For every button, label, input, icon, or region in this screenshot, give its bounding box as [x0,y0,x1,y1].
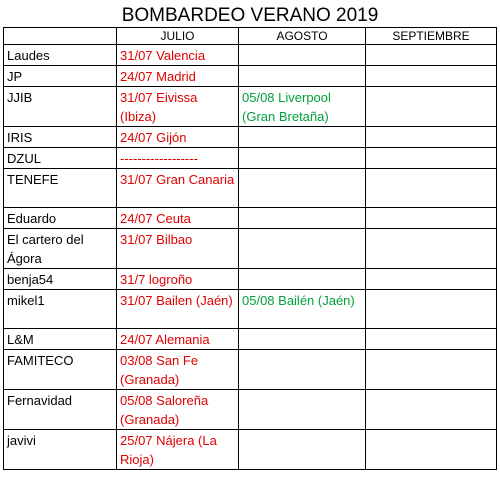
septiembre-cell[interactable] [366,87,497,127]
table-row [4,350,497,390]
julio-cell[interactable] [117,87,239,127]
agosto-entry: 05/08 Bailén (Jaén) [242,293,355,308]
table-row [4,329,497,350]
septiembre-cell[interactable] [366,430,497,470]
septiembre-cell[interactable] [366,350,497,390]
header-row [4,28,497,45]
julio-entry: 31/07 Valencia [120,48,206,63]
agosto-entry: 05/08 Liverpool (Gran Bretaña) [242,90,331,124]
header-cell-name[interactable] [4,28,117,45]
name-cell[interactable]: JP [4,66,117,87]
name-cell[interactable]: DZUL [4,148,117,169]
agosto-cell[interactable] [239,45,366,66]
julio-entry: 24/07 Madrid [120,69,196,84]
name-cell[interactable]: El cartero del Ágora [4,229,117,269]
julio-entry: 31/7 logroño [120,272,193,287]
julio-cell[interactable] [117,148,239,169]
julio-entry: 31/07 Gran Canaria [120,172,235,187]
septiembre-cell[interactable] [366,127,497,148]
julio-entry: 05/08 Saloreña (Granada) [120,393,209,427]
septiembre-cell[interactable] [366,329,497,350]
agosto-cell[interactable] [239,148,366,169]
header-cell-septiembre[interactable]: SEPTIEMBRE [366,28,497,45]
table-row [4,229,497,269]
agosto-cell[interactable] [239,169,366,208]
julio-entry: 25/07 Nájera (La Rioja) [120,433,217,467]
julio-cell[interactable] [117,208,239,229]
julio-cell[interactable] [117,269,239,290]
septiembre-cell[interactable] [366,269,497,290]
julio-entry: 31/07 Bailen (Jaén) [120,293,233,308]
septiembre-cell[interactable] [366,148,497,169]
septiembre-cell[interactable] [366,229,497,269]
agosto-cell[interactable] [239,229,366,269]
table-row [4,66,497,87]
name-cell[interactable]: Fernavidad [4,390,117,430]
julio-cell[interactable] [117,390,239,430]
julio-cell[interactable] [117,127,239,148]
julio-entry: 03/08 San Fe (Granada) [120,353,199,387]
julio-entry: 24/07 Ceuta [120,211,191,226]
name-cell[interactable]: L&M [4,329,117,350]
table-row [4,390,497,430]
julio-cell[interactable] [117,229,239,269]
table-row [4,208,497,229]
table-row [4,169,497,208]
agosto-cell[interactable] [239,390,366,430]
julio-cell[interactable] [117,45,239,66]
header-cell-julio[interactable]: JULIO [117,28,239,45]
table-row [4,269,497,290]
table-row [4,290,497,329]
agosto-cell[interactable] [239,127,366,148]
table-row [4,127,497,148]
julio-entry: 31/07 Bilbao [120,232,193,247]
name-cell[interactable]: IRIS [4,127,117,148]
julio-cell[interactable] [117,169,239,208]
schedule-table [3,5,497,470]
agosto-cell[interactable] [239,290,366,329]
julio-cell[interactable] [117,329,239,350]
agosto-cell[interactable] [239,208,366,229]
septiembre-cell[interactable] [366,169,497,208]
name-cell[interactable]: JJIB [4,87,117,127]
agosto-cell[interactable] [239,66,366,87]
name-cell[interactable]: Laudes [4,45,117,66]
septiembre-cell[interactable] [366,290,497,329]
name-cell[interactable]: javivi [4,430,117,470]
julio-entry: 24/07 Alemania [120,332,210,347]
table-row [4,430,497,470]
name-cell[interactable]: mikel1 [4,290,117,329]
julio-cell[interactable] [117,290,239,329]
agosto-cell[interactable] [239,87,366,127]
julio-entry: ------------------ [120,151,198,166]
table-title: BOMBARDEO VERANO 2019 [4,5,497,28]
name-cell[interactable]: benja54 [4,269,117,290]
name-cell[interactable]: TENEFE [4,169,117,208]
name-cell[interactable]: FAMITECO [4,350,117,390]
septiembre-cell[interactable] [366,66,497,87]
header-cell-agosto[interactable]: AGOSTO [239,28,366,45]
julio-cell[interactable] [117,66,239,87]
table-row [4,45,497,66]
julio-entry: 24/07 Gijón [120,130,187,145]
septiembre-cell[interactable] [366,208,497,229]
julio-cell[interactable] [117,350,239,390]
julio-cell[interactable] [117,430,239,470]
title-row [4,5,497,28]
septiembre-cell[interactable] [366,390,497,430]
agosto-cell[interactable] [239,329,366,350]
agosto-cell[interactable] [239,430,366,470]
agosto-cell[interactable] [239,350,366,390]
name-cell[interactable]: Eduardo [4,208,117,229]
julio-entry: 31/07 Eivissa (Ibiza) [120,90,198,124]
agosto-cell[interactable] [239,269,366,290]
septiembre-cell[interactable] [366,45,497,66]
table-row [4,87,497,127]
table-row [4,148,497,169]
